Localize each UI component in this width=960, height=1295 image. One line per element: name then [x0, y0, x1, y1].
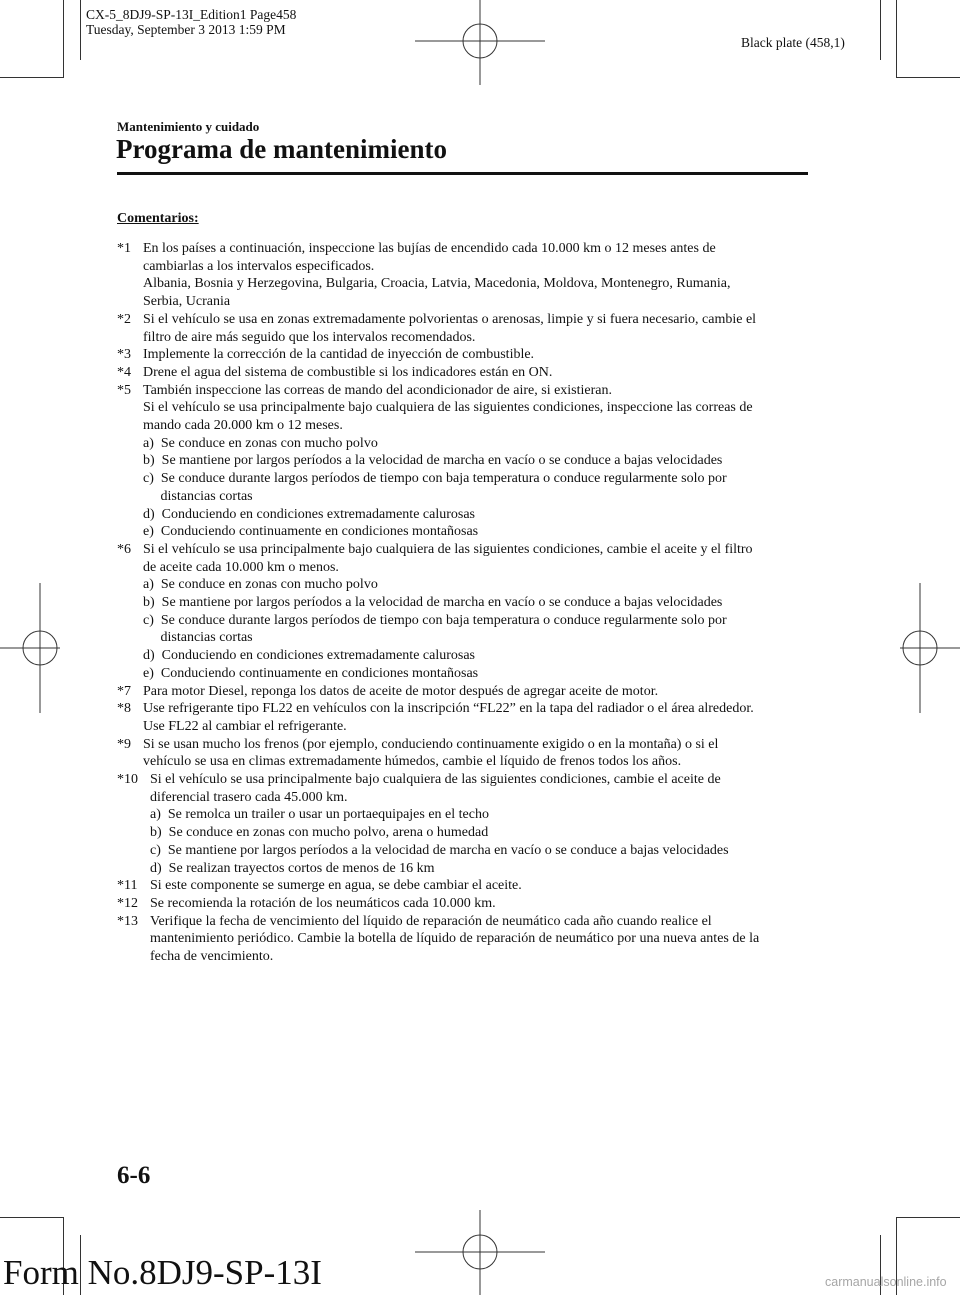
crop-mark	[0, 1217, 64, 1218]
note-item	[117, 346, 807, 364]
note-body	[143, 541, 807, 683]
page-number: 6-6	[117, 1162, 151, 1189]
note-line: de aceite cada 10.000 km o menos.	[143, 559, 339, 575]
registration-mark-right	[900, 583, 960, 733]
note-item	[117, 700, 807, 735]
note-line: Verifique la fecha de vencimiento del líquido de reparación de neumático cada año cuando realice el	[150, 913, 712, 929]
crop-mark	[63, 0, 64, 78]
note-line: Use FL22 al cambiar el refrigerante.	[143, 718, 347, 734]
note-line: mando cada 20.000 km o 12 meses.	[143, 418, 343, 433]
note-item	[117, 541, 807, 683]
note-line: b) Se mantiene por largos períodos a la velocidad de marcha en vacío o se conduce a bajas velocidades	[143, 595, 723, 610]
crop-mark	[80, 0, 81, 60]
note-line: vehículo se usa en climas extremadamente húmedos, cambie el líquido de frenos todos los años.	[143, 754, 682, 770]
note-body	[143, 382, 807, 541]
crop-mark	[896, 1217, 960, 1218]
note-line: Si se usan mucho los frenos (por ejemplo, conduciendo continuamente exigido o en la montaña) o si el	[143, 736, 719, 752]
note-line: Se recomienda la rotación de los neumáticos cada 10.000 km.	[150, 895, 496, 911]
note-line: e) Conduciendo continuamente en condiciones montañosas	[143, 665, 479, 681]
note-line: mantenimiento periódico. Cambie la botella de líquido de reparación de neumático por una nueva antes de la	[150, 931, 760, 947]
note-line: distancias cortas	[143, 630, 253, 646]
note-line: También inspeccione las correas de mando del acondicionador de aire, si existieran.	[143, 382, 612, 398]
note-line: Albania, Bosnia y Herzegovina, Bulgaria, Croacia, Latvia, Macedonia, Moldova, Montenegro, Rumania,	[143, 276, 731, 292]
section-label: Mantenimiento y cuidado	[117, 119, 260, 134]
note-line: a) Se conduce en zonas con mucho polvo	[143, 577, 378, 593]
note-item	[117, 877, 807, 895]
note-line: filtro de aire más seguido que los intervalos recomendados.	[143, 329, 476, 345]
note-body	[150, 771, 807, 877]
print-file-info	[86, 7, 296, 37]
note-line: d) Se realizan trayectos cortos de menos de 16 km	[150, 860, 435, 876]
page-title: Programa de mantenimiento	[116, 134, 447, 164]
note-item	[117, 311, 807, 346]
note-number: *6	[117, 541, 131, 557]
note-line: c) Se conduce durante largos períodos de tiempo con baja temperatura o conduce regularmente solo por	[143, 612, 727, 628]
file-name: CX-5_8DJ9-SP-13I_Edition1 Page458	[86, 7, 297, 22]
note-body	[150, 895, 807, 913]
note-item	[117, 240, 807, 311]
note-number: *7	[117, 683, 131, 699]
note-line: Si el vehículo se usa principalmente bajo cualquiera de las siguientes condiciones, inspeccione las correas de	[143, 400, 753, 416]
form-number: Form No.8DJ9-SP-13I	[3, 1253, 322, 1292]
note-line: Si el vehículo se usa principalmente bajo cualquiera de las siguientes condiciones, cambie el aceite y el filtro	[143, 541, 753, 557]
note-body	[143, 346, 807, 364]
note-line: Serbia, Ucrania	[143, 294, 231, 310]
note-body	[143, 311, 807, 346]
note-item	[117, 771, 807, 877]
note-number: *11	[117, 878, 138, 894]
watermark: carmanualsonline.info	[825, 1275, 947, 1289]
crop-mark	[896, 77, 960, 78]
registration-mark-bottom	[415, 1210, 545, 1295]
note-line: Drene el agua del sistema de combustible si los indicadores están en ON.	[143, 364, 553, 380]
note-line: e) Conduciendo continuamente en condiciones montañosas	[143, 524, 479, 540]
note-body	[150, 877, 807, 895]
crop-mark	[880, 0, 881, 60]
note-item	[117, 683, 807, 701]
title-rule	[117, 172, 808, 175]
note-number: *9	[117, 736, 131, 752]
note-number: *4	[117, 364, 131, 380]
note-line: cambiarlas a los intervalos especificados.	[143, 258, 375, 274]
note-item	[117, 736, 807, 771]
note-line: En los países a continuación, inspeccione las bujías de encendido cada 10.000 km o 12 meses antes de	[143, 241, 716, 256]
note-line: b) Se mantiene por largos períodos a la velocidad de marcha en vacío o se conduce a bajas velocidades	[143, 453, 723, 469]
note-body	[143, 240, 807, 311]
note-line: fecha de vencimiento.	[150, 949, 274, 964]
comments-heading: Comentarios:	[117, 211, 199, 226]
note-number: *3	[117, 347, 131, 363]
note-line: distancias cortas	[143, 488, 253, 504]
note-number: *8	[117, 701, 131, 717]
crop-mark	[0, 77, 64, 78]
registration-mark-left	[0, 583, 60, 733]
note-body	[143, 700, 807, 735]
note-line: c) Se conduce durante largos períodos de tiempo con baja temperatura o conduce regularmente solo por	[143, 471, 727, 487]
note-item	[117, 382, 807, 541]
note-body	[143, 736, 807, 771]
note-body	[143, 364, 807, 382]
note-line: a) Se remolca un trailer o usar un portaequipajes en el techo	[150, 807, 489, 823]
note-number: *1	[117, 241, 131, 256]
note-line: Para motor Diesel, reponga los datos de aceite de motor después de agregar aceite de motor.	[143, 683, 659, 699]
registration-mark-top	[415, 0, 545, 90]
note-item	[117, 913, 807, 966]
note-number: *13	[117, 913, 138, 929]
note-line: Si este componente se sumerge en agua, se debe cambiar el aceite.	[150, 878, 522, 894]
note-number: *5	[117, 382, 131, 398]
note-line: d) Conduciendo en condiciones extremadamente calurosas	[143, 506, 475, 522]
note-line: c) Se mantiene por largos períodos a la velocidad de marcha en vacío o se conduce a bajas velocidades	[150, 842, 729, 858]
note-line: Si el vehículo se usa principalmente bajo cualquiera de las siguientes condiciones, cambie el aceite de	[150, 772, 721, 787]
note-line: Implemente la corrección de la cantidad de inyección de combustible.	[143, 347, 535, 363]
plate-label: Black plate (458,1)	[741, 35, 845, 50]
note-line: a) Se conduce en zonas con mucho polvo	[143, 435, 378, 451]
note-line: d) Conduciendo en condiciones extremadamente calurosas	[143, 648, 475, 664]
note-number: *12	[117, 895, 138, 911]
note-item	[117, 895, 807, 913]
note-number: *10	[117, 772, 138, 787]
note-line: b) Se conduce en zonas con mucho polvo, arena o humedad	[150, 825, 489, 841]
note-number: *2	[117, 311, 131, 327]
note-item	[117, 364, 807, 382]
note-line: diferencial trasero cada 45.000 km.	[150, 789, 348, 805]
note-body	[143, 683, 807, 701]
note-line: Si el vehículo se usa en zonas extremadamente polvorientas o arenosas, limpie y si fuera necesario, cambie el	[143, 311, 757, 327]
note-line: Use refrigerante tipo FL22 en vehículos con la inscripción “FL22” en la tapa del radiador o el área alrededor.	[143, 701, 754, 717]
print-timestamp: Tuesday, September 3 2013 1:59 PM	[86, 22, 286, 37]
note-body	[150, 913, 807, 966]
crop-mark	[896, 0, 897, 78]
